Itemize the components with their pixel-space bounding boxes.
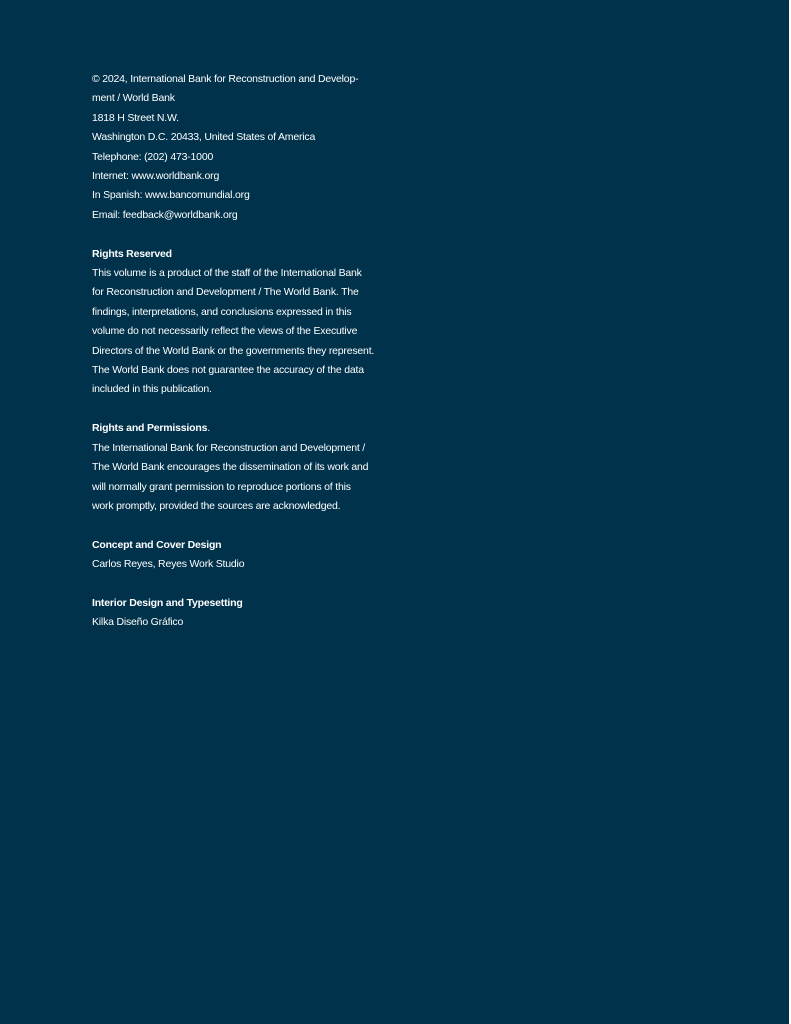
website: Internet: www.worldbank.org [92, 170, 220, 183]
telephone: Telephone: (202) 473-1000 [92, 150, 214, 163]
street-address: 1818 H Street N.W. [92, 111, 179, 124]
rights-permissions-line: The World Bank encourages the dissemination of its work and [92, 461, 369, 474]
copyright-line-cont: ment / World Bank [92, 92, 175, 105]
cover-design-credit: Carlos Reyes, Reyes Work Studio [92, 558, 245, 571]
rights-permissions-line: The International Bank for Reconstruction and Development / [92, 441, 366, 454]
spacer [92, 575, 384, 594]
publisher-block [92, 70, 384, 225]
spacer [92, 516, 384, 535]
rights-permissions-heading: Rights and Permissions [92, 422, 208, 435]
rights-reserved-line: findings, interpretations, and conclusions expressed in this [92, 305, 352, 318]
rights-permissions-block [92, 419, 384, 516]
email: Email: feedback@worldbank.org [92, 208, 238, 221]
rights-reserved-line: The World Bank does not guarantee the accuracy of the data [92, 364, 364, 377]
rights-permissions-line: work promptly, provided the sources are acknowledged. [92, 499, 341, 512]
rights-reserved-block [92, 245, 384, 400]
interior-design-credit: Kilka Diseño Gráfico [92, 616, 184, 629]
interior-design-heading: Interior Design and Typesetting [92, 596, 243, 609]
spacer [92, 400, 384, 419]
rights-reserved-line: Directors of the World Bank or the governments they represent. [92, 344, 375, 357]
website-spanish: In Spanish: www.bancomundial.org [92, 189, 250, 202]
rights-reserved-heading: Rights Reserved [92, 247, 172, 260]
rights-reserved-line: for Reconstruction and Development / The World Bank. The [92, 286, 359, 299]
rights-reserved-line: This volume is a product of the staff of the International Bank [92, 267, 362, 280]
cover-design-block [92, 536, 384, 575]
rights-reserved-line: included in this publication. [92, 383, 212, 396]
spacer [92, 225, 384, 244]
heading-period: . [207, 422, 210, 435]
rights-permissions-heading-line [92, 419, 384, 438]
cover-design-heading: Concept and Cover Design [92, 538, 222, 551]
rights-permissions-line: will normally grant permission to reproduce portions of this [92, 480, 351, 493]
city-address: Washington D.C. 20433, United States of America [92, 131, 316, 144]
interior-design-block [92, 594, 384, 633]
copyright-page [92, 70, 384, 633]
copyright-line: © 2024, International Bank for Reconstruction and Develop- [92, 73, 359, 85]
rights-reserved-line: volume do not necessarily reflect the views of the Executive [92, 325, 358, 338]
